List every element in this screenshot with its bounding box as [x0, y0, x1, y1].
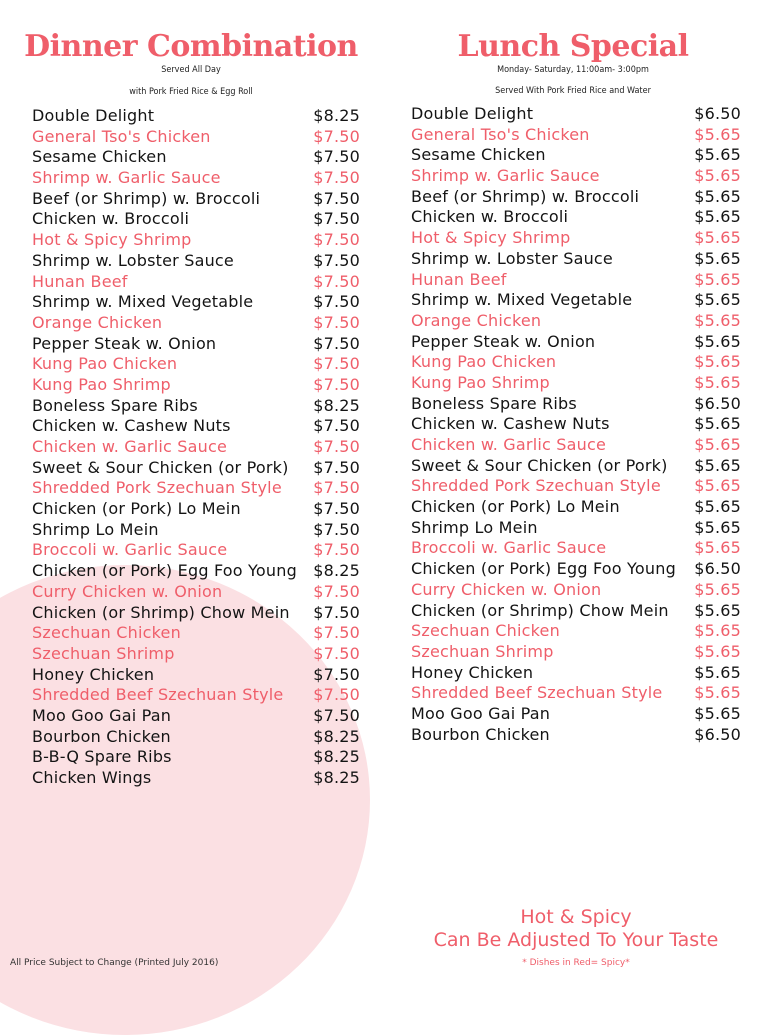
menu-item-name: Shrimp w. Mixed Vegetable — [32, 292, 254, 312]
menu-item — [411, 476, 741, 497]
menu-item-price: $5.65 — [694, 600, 741, 620]
menu-item-name: Shrimp w. Mixed Vegetable — [411, 290, 633, 310]
menu-item-price: $7.50 — [313, 168, 360, 188]
menu-item-name: Kung Pao Shrimp — [32, 374, 171, 394]
menu-item — [32, 127, 360, 148]
menu-item — [32, 168, 360, 189]
menu-item — [411, 373, 741, 394]
menu-item-price: $7.50 — [313, 188, 360, 208]
menu-item — [32, 644, 360, 665]
menu-item-price: $5.65 — [694, 662, 741, 682]
menu-item-price: $5.65 — [694, 207, 741, 227]
menu-item-name: Orange Chicken — [32, 312, 163, 332]
menu-item — [32, 665, 360, 686]
menu-item-price: $5.65 — [694, 683, 741, 703]
menu-item-name: Chicken Wings — [32, 768, 152, 787]
menu-item — [411, 601, 741, 622]
menu-item-name: Shredded Beef Szechuan Style — [32, 685, 284, 705]
menu-item-price: $7.50 — [313, 643, 360, 663]
menu-item — [32, 147, 360, 168]
menu-item — [32, 768, 360, 789]
menu-item — [32, 603, 360, 624]
menu-item — [411, 435, 741, 456]
menu-item-price: $6.50 — [694, 559, 741, 579]
menu-item — [32, 706, 360, 727]
lunch-special-section — [403, 0, 743, 744]
menu-item-price: $7.50 — [313, 623, 360, 643]
menu-item-price: $5.65 — [694, 455, 741, 475]
menu-item-price: $5.65 — [694, 538, 741, 558]
menu-item-price: $7.50 — [313, 416, 360, 436]
menu-item — [411, 518, 741, 539]
menu-item-name: Kung Pao Chicken — [32, 354, 178, 374]
menu-item-price: $5.65 — [694, 435, 741, 454]
menu-item — [411, 270, 741, 291]
menu-item-name: Bourbon Chicken — [32, 726, 171, 746]
menu-item-price: $5.65 — [694, 414, 741, 434]
menu-item — [411, 704, 741, 725]
menu-item-name: Curry Chicken w. Onion — [411, 579, 602, 599]
menu-item-name: Chicken w. Garlic Sauce — [411, 435, 607, 454]
menu-item-name: Double Delight — [411, 104, 534, 123]
menu-item-name: Sweet & Sour Chicken (or Pork) — [411, 455, 668, 475]
menu-item-price: $5.65 — [694, 497, 741, 517]
menu-item — [411, 663, 741, 684]
menu-item-name: Broccoli w. Garlic Sauce — [411, 538, 607, 558]
menu-item — [411, 166, 741, 187]
menu-item-price: $8.25 — [313, 768, 360, 787]
menu-item-name: Beef (or Shrimp) w. Broccoli — [32, 188, 261, 208]
menu-item-price: $5.65 — [694, 145, 741, 165]
menu-item-price: $7.50 — [313, 292, 360, 312]
menu-item-price: $7.50 — [313, 333, 360, 353]
menu-item-price: $5.65 — [694, 703, 741, 723]
menu-item — [411, 332, 741, 353]
menu-item — [411, 621, 741, 642]
menu-item — [411, 187, 741, 208]
menu-item-price: $7.50 — [313, 519, 360, 539]
menu-item-name: Shrimp w. Lobster Sauce — [32, 250, 234, 270]
menu-item-price: $8.25 — [313, 747, 360, 767]
menu-item — [32, 354, 360, 375]
menu-item-price: $5.65 — [694, 641, 741, 661]
menu-item-price: $5.65 — [694, 310, 741, 330]
menu-item-price: $8.25 — [313, 395, 360, 415]
menu-item-name: Kung Pao Shrimp — [411, 372, 550, 392]
dinner-item-list — [32, 106, 360, 789]
menu-item-name: Szechuan Shrimp — [411, 641, 554, 661]
menu-item-price: $7.50 — [313, 250, 360, 270]
spicy-adjust-notice — [400, 906, 752, 952]
menu-item — [411, 683, 741, 704]
menu-item-price: $7.50 — [313, 581, 360, 601]
menu-item-name: Chicken (or Pork) Lo Mein — [411, 497, 620, 517]
price-disclaimer: All Price Subject to Change (Printed July 2016) — [10, 958, 219, 968]
menu-item-price: $5.65 — [694, 621, 741, 641]
menu-item — [411, 456, 741, 477]
menu-item-price: $5.65 — [694, 517, 741, 537]
menu-item — [411, 311, 741, 332]
menu-item-name: Hunan Beef — [411, 269, 507, 289]
menu-item-price: $7.50 — [313, 457, 360, 477]
menu-item-name: Hunan Beef — [32, 271, 128, 291]
menu-item — [411, 580, 741, 601]
menu-item — [411, 642, 741, 663]
menu-item — [32, 106, 360, 127]
menu-item-name: B-B-Q Spare Ribs — [32, 747, 172, 767]
dinner-subtitle-includes: with Pork Fried Rice & Egg Roll — [129, 87, 253, 97]
menu-item-name: Moo Goo Gai Pan — [32, 705, 172, 725]
menu-item-name: Broccoli w. Garlic Sauce — [32, 540, 228, 560]
menu-item — [32, 458, 360, 479]
menu-item-price: $6.50 — [694, 393, 741, 413]
menu-item — [411, 207, 741, 228]
menu-item-price: $7.50 — [313, 478, 360, 498]
menu-item — [32, 747, 360, 768]
menu-item-price: $7.50 — [313, 354, 360, 374]
menu-item-name: Bourbon Chicken — [411, 724, 550, 744]
menu-item-name: Shrimp w. Lobster Sauce — [411, 248, 613, 268]
red-dishes-note: * Dishes in Red= Spicy* — [522, 958, 630, 968]
menu-item-name: Double Delight — [32, 106, 155, 125]
menu-item-name: Chicken (or Shrimp) Chow Mein — [32, 602, 290, 622]
menu-item-name: Chicken (or Shrimp) Chow Mein — [411, 600, 669, 620]
menu-item-name: Orange Chicken — [411, 310, 542, 330]
menu-item-price: $7.50 — [313, 664, 360, 684]
menu-item-name: Shrimp w. Garlic Sauce — [411, 166, 600, 186]
menu-item — [411, 290, 741, 311]
menu-item — [32, 478, 360, 499]
menu-item-price: $6.50 — [694, 104, 741, 123]
menu-item — [32, 623, 360, 644]
menu-item-name: Szechuan Chicken — [32, 623, 181, 643]
menu-item-price: $7.50 — [313, 705, 360, 725]
menu-item-price: $8.25 — [313, 561, 360, 581]
spicy-notice-line2: Can Be Adjusted To Your Taste — [433, 929, 719, 951]
menu-item-name: Chicken w. Broccoli — [32, 209, 190, 229]
menu-item — [32, 292, 360, 313]
menu-item-name: Sweet & Sour Chicken (or Pork) — [32, 457, 289, 477]
menu-item-price: $7.50 — [313, 685, 360, 705]
menu-item — [32, 416, 360, 437]
menu-item-name: Curry Chicken w. Onion — [32, 581, 223, 601]
menu-item — [32, 582, 360, 603]
menu-item-price: $5.65 — [694, 166, 741, 186]
menu-item-name: Sesame Chicken — [32, 147, 167, 167]
menu-item-name: Chicken (or Pork) Lo Mein — [32, 499, 241, 519]
menu-item-name: Shredded Pork Szechuan Style — [32, 478, 282, 498]
menu-item-price: $7.50 — [313, 230, 360, 250]
menu-item-name: Hot & Spicy Shrimp — [32, 230, 192, 250]
menu-item-name: Moo Goo Gai Pan — [411, 703, 551, 723]
menu-item — [411, 352, 741, 373]
menu-item-price: $5.65 — [694, 186, 741, 206]
menu-item-price: $5.65 — [694, 228, 741, 248]
menu-item-name: Chicken w. Cashew Nuts — [32, 416, 231, 436]
menu-item-name: Boneless Spare Ribs — [411, 393, 577, 413]
menu-item-price: $7.50 — [313, 540, 360, 560]
menu-item — [32, 375, 360, 396]
menu-item-price: $7.50 — [313, 126, 360, 146]
menu-item-name: Szechuan Shrimp — [32, 643, 175, 663]
menu-item — [32, 499, 360, 520]
menu-item — [411, 538, 741, 559]
menu-item — [32, 209, 360, 230]
spicy-notice-line1: Hot & Spicy — [520, 906, 632, 928]
menu-item-name: Chicken (or Pork) Egg Foo Young — [411, 559, 676, 579]
menu-item-price: $7.50 — [313, 147, 360, 167]
menu-item-name: Shredded Pork Szechuan Style — [411, 476, 661, 496]
menu-item-name: Shrimp Lo Mein — [411, 517, 538, 537]
menu-item — [411, 414, 741, 435]
menu-item-name: Shredded Beef Szechuan Style — [411, 683, 663, 703]
menu-item — [411, 125, 741, 146]
menu-item-name: Shrimp Lo Mein — [32, 519, 159, 539]
menu-item-name: Honey Chicken — [411, 662, 534, 682]
menu-item — [32, 189, 360, 210]
menu-item — [32, 396, 360, 417]
menu-item-price: $7.50 — [313, 209, 360, 229]
menu-item-name: Beef (or Shrimp) w. Broccoli — [411, 186, 640, 206]
menu-item-price: $8.25 — [313, 726, 360, 746]
menu-item-name: General Tso's Chicken — [32, 126, 211, 146]
menu-item — [32, 437, 360, 458]
menu-item — [32, 272, 360, 293]
menu-item-price: $5.65 — [694, 579, 741, 599]
menu-item-name: Kung Pao Chicken — [411, 352, 557, 372]
menu-item-name: Pepper Steak w. Onion — [32, 333, 217, 353]
menu-item-name: Pepper Steak w. Onion — [411, 331, 596, 351]
menu-item — [411, 249, 741, 270]
menu-item — [32, 685, 360, 706]
menu-item-price: $5.65 — [694, 476, 741, 496]
menu-item — [32, 727, 360, 748]
menu-item-price: $5.65 — [694, 290, 741, 310]
menu-item — [32, 334, 360, 355]
menu-item-price: $7.50 — [313, 499, 360, 519]
menu-item-price: $5.65 — [694, 372, 741, 392]
menu-item — [32, 540, 360, 561]
menu-item — [32, 230, 360, 251]
menu-item-price: $6.50 — [694, 724, 741, 744]
lunch-item-list — [411, 104, 741, 745]
menu-item-name: Honey Chicken — [32, 664, 155, 684]
menu-item — [411, 145, 741, 166]
menu-item-price: $7.50 — [313, 312, 360, 332]
lunch-title: Lunch Special — [457, 29, 689, 64]
menu-item-price: $7.50 — [313, 271, 360, 291]
menu-item — [411, 725, 741, 746]
menu-item — [411, 497, 741, 518]
menu-item — [32, 520, 360, 541]
dinner-combination-section — [20, 0, 362, 787]
menu-item-name: Chicken w. Broccoli — [411, 207, 569, 227]
menu-item-name: General Tso's Chicken — [411, 124, 590, 144]
menu-item-price: $7.50 — [313, 437, 360, 456]
menu-item — [411, 394, 741, 415]
menu-item-price: $5.65 — [694, 124, 741, 144]
menu-item-price: $5.65 — [694, 352, 741, 372]
menu-item — [32, 313, 360, 334]
menu-item-name: Boneless Spare Ribs — [32, 395, 198, 415]
menu-item-name: Szechuan Chicken — [411, 621, 560, 641]
menu-item-price: $5.65 — [694, 248, 741, 268]
menu-item-name: Sesame Chicken — [411, 145, 546, 165]
menu-item — [411, 104, 741, 125]
lunch-subtitle-hours: Monday- Saturday, 11:00am- 3:00pm — [497, 65, 649, 75]
dinner-subtitle-hours: Served All Day — [161, 65, 221, 75]
menu-item-price: $7.50 — [313, 602, 360, 622]
menu-item-price: $5.65 — [694, 269, 741, 289]
menu-item-name: Shrimp w. Garlic Sauce — [32, 168, 221, 188]
menu-item — [32, 251, 360, 272]
lunch-subtitle-includes: Served With Pork Fried Rice and Water — [495, 86, 651, 96]
menu-item-price: $7.50 — [313, 374, 360, 394]
menu-item-price: $8.25 — [313, 106, 360, 125]
menu-item-name: Hot & Spicy Shrimp — [411, 228, 571, 248]
menu-item-name: Chicken w. Garlic Sauce — [32, 437, 228, 456]
dinner-title: Dinner Combination — [24, 29, 358, 64]
menu-item-name: Chicken w. Cashew Nuts — [411, 414, 610, 434]
menu-item — [411, 559, 741, 580]
menu-item-name: Chicken (or Pork) Egg Foo Young — [32, 561, 297, 581]
menu-item-price: $5.65 — [694, 331, 741, 351]
menu-item — [411, 228, 741, 249]
menu-item — [32, 561, 360, 582]
